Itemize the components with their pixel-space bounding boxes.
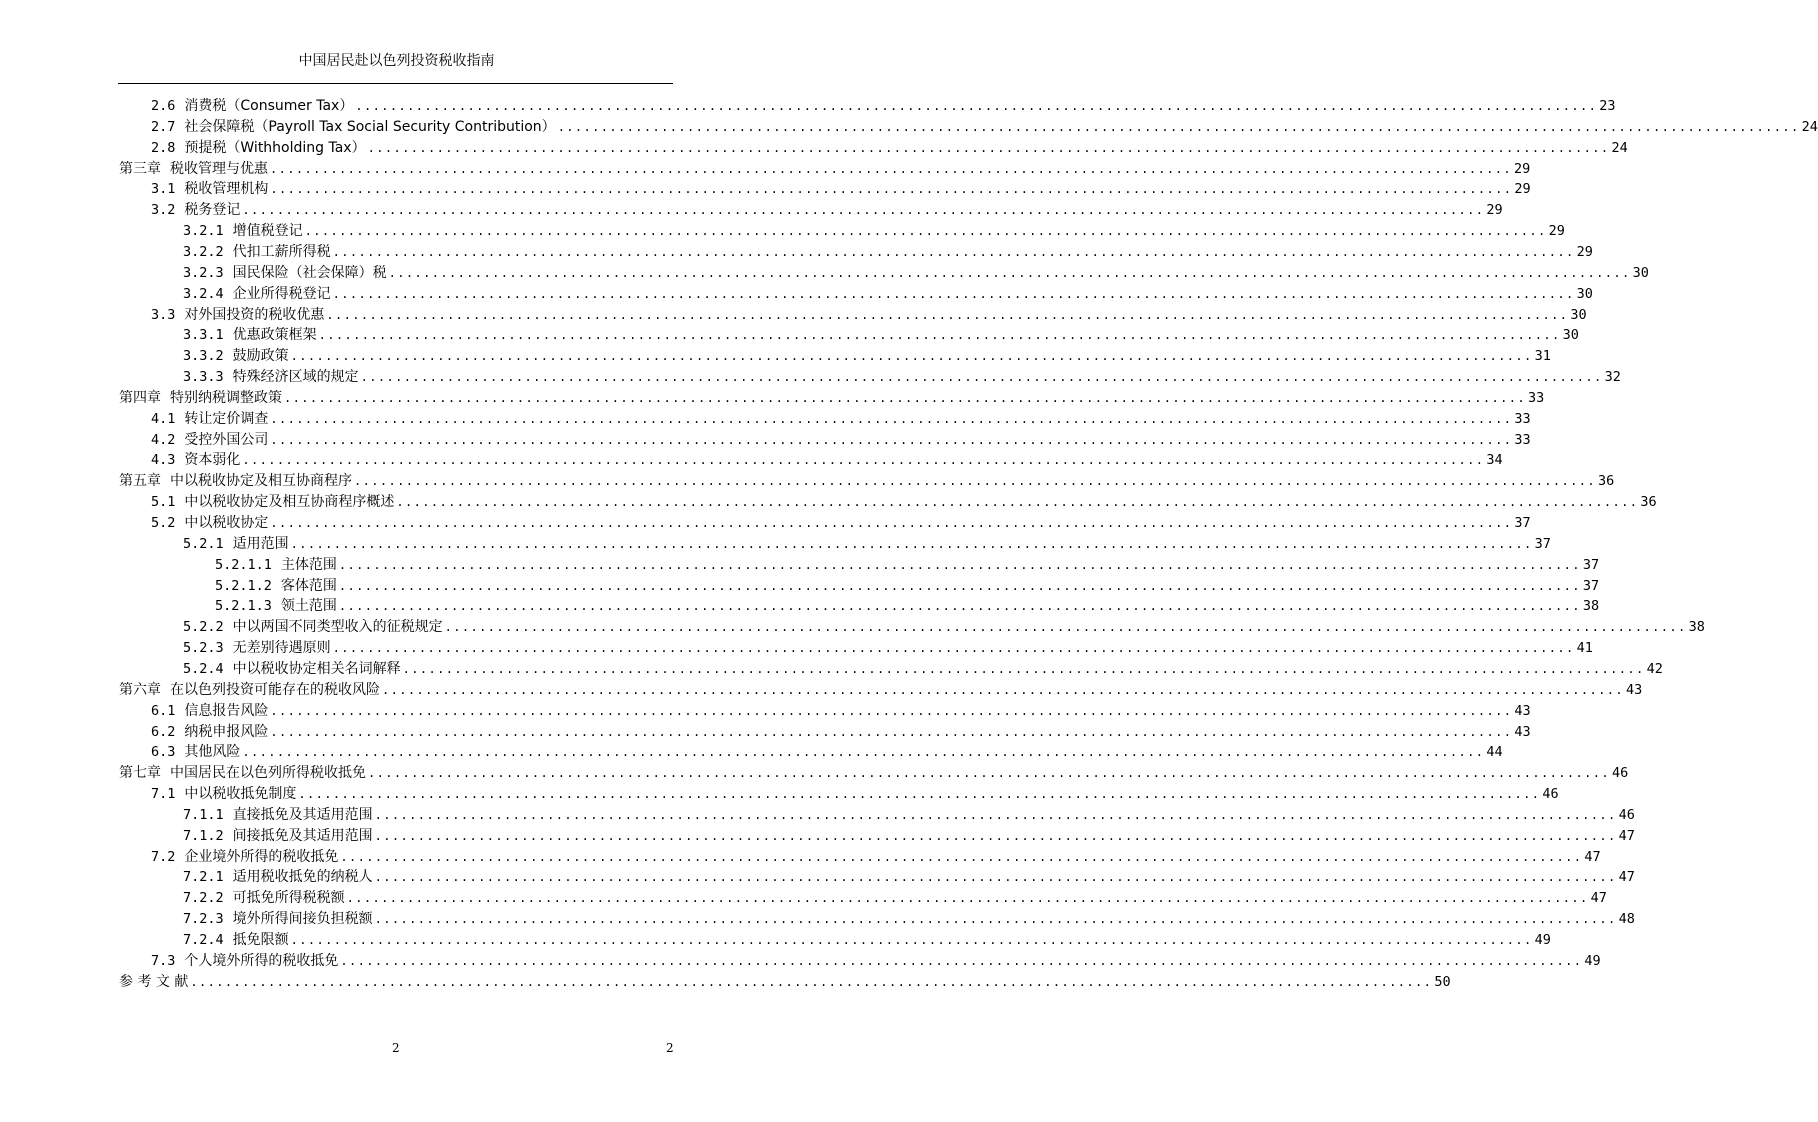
toc-entry[interactable] — [151, 513, 1531, 533]
toc-entry[interactable] — [151, 430, 1531, 450]
toc-dot-leader: ................................................................................................................................................ — [298, 787, 1541, 802]
toc-dot-leader: ................................................................................................................................................ — [338, 599, 1581, 614]
toc-entry-title: 增值税登记 — [232, 223, 303, 240]
toc-entry-number: 5.2.2 — [183, 619, 224, 636]
toc-entry-number: 3.2.1 — [183, 223, 224, 240]
toc-dot-leader: ................................................................................................................................................ — [360, 370, 1603, 385]
toc-entry-page: 37 — [1534, 535, 1551, 552]
toc-dot-leader: ................................................................................................................................................ — [270, 161, 1512, 176]
toc-dot-leader: ................................................................................................................................................ — [332, 641, 1575, 656]
toc-entry-title: 参 考 文 献 — [119, 973, 189, 990]
toc-entry[interactable] — [119, 972, 1451, 992]
toc-dot-leader: ................................................................................................................................................ — [242, 745, 1485, 760]
toc-entry[interactable] — [183, 805, 1635, 825]
toc-dot-leader: ................................................................................................................................................ — [326, 307, 1569, 322]
toc-dot-leader: ................................................................................................................................................ — [242, 203, 1485, 218]
toc-entry[interactable] — [215, 576, 1600, 596]
toc-entry-page: 46 — [1542, 786, 1559, 803]
toc-entry[interactable] — [183, 888, 1607, 908]
toc-entry[interactable] — [119, 388, 1545, 408]
toc-entry-title: 鼓励政策 — [232, 348, 289, 365]
toc-dot-leader: ................................................................................................................................................ — [382, 682, 1624, 697]
toc-dot-leader: ................................................................................................................................................ — [340, 849, 1583, 864]
toc-entry-number: 6.1 — [151, 702, 176, 719]
toc-entry[interactable] — [183, 617, 1705, 637]
toc-entry-title: 信息报告风险 — [184, 702, 269, 719]
toc-entry-page: 29 — [1548, 223, 1565, 240]
toc-dot-leader: ................................................................................................................................................ — [368, 766, 1610, 781]
toc-entry[interactable] — [119, 680, 1643, 700]
toc-entry-number: 3.2.2 — [183, 243, 224, 260]
toc-entry-number: 4.1 — [151, 410, 176, 427]
toc-entry-title: 其他风险 — [184, 744, 241, 761]
toc-dot-leader: ................................................................................................................................................ — [332, 286, 1575, 301]
toc-entry-page: 33 — [1514, 431, 1531, 448]
toc-dot-leader: ................................................................................................................................................ — [557, 119, 1800, 134]
toc-dot-leader: ................................................................................................................................................ — [374, 912, 1617, 927]
toc-entry-page: 42 — [1646, 660, 1663, 677]
toc-dot-leader: ................................................................................................................................................ — [402, 661, 1645, 676]
toc-dot-leader: ................................................................................................................................................ — [332, 244, 1575, 259]
toc-entry-page: 38 — [1582, 598, 1600, 615]
toc-entry-number: 3.2.4 — [183, 285, 224, 302]
toc-entry[interactable] — [183, 263, 1649, 283]
toc-entry[interactable] — [151, 450, 1503, 470]
running-header-title: 中国居民赴以色列投资税收指南 — [298, 53, 495, 69]
toc-entry-number: 5.2.1.2 — [215, 577, 272, 594]
toc-entry[interactable] — [151, 409, 1531, 429]
toc-entry-number: 3.1 — [151, 181, 176, 198]
toc-entry-page: 47 — [1590, 890, 1607, 907]
toc-entry[interactable] — [119, 471, 1615, 491]
toc-entry[interactable] — [151, 742, 1503, 762]
toc-entry-page: 24 — [1611, 139, 1628, 156]
header-divider — [118, 83, 673, 84]
toc-entry-number: 5.2 — [151, 515, 176, 531]
toc-entry-page: 23 — [1599, 98, 1616, 114]
toc-entry-title: 可抵免所得税税额 — [232, 890, 345, 907]
toc-entry[interactable] — [183, 534, 1551, 554]
toc-entry-title: 受控外国公司 — [184, 431, 269, 448]
toc-entry[interactable] — [151, 784, 1559, 804]
toc-entry-page: 47 — [1618, 869, 1635, 886]
toc-dot-leader: ................................................................................................................................................ — [346, 891, 1589, 906]
toc-entry-title: 中以税收协定相关名词解释 — [232, 660, 401, 677]
toc-entry-number: 7.2.2 — [183, 890, 224, 907]
toc-entry-page: 33 — [1527, 389, 1545, 406]
toc-entry[interactable] — [183, 930, 1551, 950]
toc-entry-title: 中以税收协定及相互协商程序概述 — [184, 494, 395, 511]
toc-entry-title: 中以税收抵免制度 — [184, 786, 297, 803]
toc-entry-page: 30 — [1576, 285, 1593, 302]
toc-entry-page: 31 — [1534, 348, 1551, 365]
toc-dot-leader: ................................................................................................................................................ — [290, 933, 1533, 947]
toc-entry-page: 32 — [1604, 369, 1621, 386]
toc-entry-number: 7.2.4 — [183, 932, 224, 948]
toc-entry-title: 无差别待遇原则 — [232, 640, 331, 657]
toc-dot-leader: ................................................................................................................................................ — [354, 474, 1596, 489]
toc-dot-leader: ................................................................................................................................................ — [367, 140, 1610, 155]
toc-entry-title: 适用税收抵免的纳税人 — [232, 869, 373, 886]
toc-entry[interactable] — [151, 179, 1531, 199]
toc-entry[interactable] — [183, 909, 1635, 929]
toc-dot-leader: ................................................................................................................................................ — [444, 620, 1687, 635]
toc-entry-number: 第七章 — [119, 765, 161, 782]
toc-entry[interactable] — [151, 96, 1616, 116]
toc-entry-title: 间接抵免及其适用范围 — [232, 827, 373, 844]
toc-entry-title: 资本弱化 — [184, 452, 241, 469]
toc-entry-page: 29 — [1576, 243, 1593, 260]
toc-dot-leader: ................................................................................................................................................ — [270, 516, 1513, 530]
toc-dot-leader: ................................................................................................................................................ — [374, 828, 1617, 843]
toc-entry-title: 在以色列投资可能存在的税收风险 — [170, 681, 380, 698]
toc-entry-page: 50 — [1434, 973, 1451, 990]
toc-entry[interactable] — [183, 367, 1621, 387]
toc-entry[interactable] — [151, 701, 1531, 721]
toc-dot-leader: ................................................................................................................................................ — [338, 578, 1581, 593]
toc-entry-page: 29 — [1514, 181, 1531, 198]
toc-entry-page: 49 — [1584, 952, 1601, 969]
toc-entry-number: 6.3 — [151, 744, 176, 761]
toc-entry-title: 中以税收协定及相互协商程序 — [170, 473, 352, 490]
toc-entry-number: 3.2 — [151, 202, 176, 219]
toc-entry-number: 5.2.4 — [183, 660, 224, 677]
toc-entry[interactable] — [119, 763, 1629, 783]
toc-entry[interactable] — [151, 847, 1601, 867]
toc-entry[interactable] — [151, 722, 1531, 742]
toc-entry-page: 46 — [1618, 806, 1635, 823]
toc-entry[interactable] — [183, 638, 1593, 658]
toc-dot-leader: ................................................................................................................................................ — [270, 411, 1513, 426]
toc-entry-number: 7.2.1 — [183, 869, 224, 886]
toc-entry-title: 代扣工薪所得税 — [232, 243, 331, 260]
toc-entry-title: 中以税收协定 — [184, 515, 269, 531]
toc-entry-title: 对外国投资的税收优惠 — [184, 306, 325, 323]
toc-entry-title: 境外所得间接负担税额 — [232, 911, 373, 928]
toc-entry[interactable] — [151, 492, 1657, 512]
toc-entry-title: 社会保障税（Payroll Tax Social Security Contribution） — [184, 118, 556, 135]
toc-entry-number: 7.3 — [151, 952, 176, 969]
toc-entry[interactable] — [215, 555, 1600, 575]
toc-entry-page: 47 — [1584, 848, 1601, 865]
footer-page-number-right: 2 — [666, 1041, 674, 1055]
toc-entry-page: 30 — [1570, 306, 1587, 323]
toc-entry-page: 43 — [1625, 681, 1643, 698]
toc-entry-number: 5.2.1.1 — [215, 556, 272, 573]
toc-dot-leader: ................................................................................................................................................ — [270, 703, 1513, 718]
toc-entry-title: 适用范围 — [232, 535, 289, 552]
toc-dot-leader: ................................................................................................................................................ — [396, 495, 1639, 510]
toc-dot-leader: ................................................................................................................................................ — [340, 953, 1583, 968]
toc-entry-number: 7.1.1 — [183, 806, 224, 823]
toc-dot-leader: ................................................................................................................................................ — [318, 328, 1561, 343]
toc-dot-leader: ................................................................................................................................................ — [290, 349, 1533, 364]
toc-entry[interactable] — [119, 159, 1531, 179]
toc-entry-title: 中以两国不同类型收入的征税规定 — [232, 619, 443, 636]
toc-entry[interactable] — [151, 117, 1818, 137]
toc-entry-title: 主体范围 — [280, 556, 337, 573]
toc-entry-number: 第三章 — [119, 160, 161, 177]
toc-dot-leader: ................................................................................................................................................ — [270, 432, 1513, 447]
toc-dot-leader: ................................................................................................................................................ — [270, 182, 1513, 197]
toc-entry-title: 企业所得税登记 — [232, 285, 331, 302]
toc-dot-leader: ................................................................................................................................................ — [355, 99, 1598, 113]
toc-entry-number: 4.2 — [151, 431, 176, 448]
toc-entry-number: 3.3 — [151, 306, 176, 323]
toc-entry-number: 6.2 — [151, 723, 176, 740]
toc-entry-title: 领土范围 — [280, 598, 337, 615]
toc-entry-page: 33 — [1514, 410, 1531, 427]
toc-entry-number: 7.1 — [151, 786, 176, 803]
toc-entry-title: 国民保险（社会保障）税 — [232, 264, 387, 281]
footer-page-number-center: 2 — [392, 1041, 400, 1055]
toc-entry-title: 税收管理机构 — [184, 181, 269, 198]
toc-entry-title: 税务登记 — [184, 202, 241, 219]
toc-entry-title: 特殊经济区域的规定 — [232, 369, 359, 386]
toc-entry-page: 46 — [1611, 765, 1629, 782]
toc-entry-page: 37 — [1514, 515, 1531, 531]
toc-dot-leader: ................................................................................................................................................ — [374, 870, 1617, 885]
toc-entry-number: 3.3.3 — [183, 369, 224, 386]
toc-entry-number: 3.3.2 — [183, 348, 224, 365]
toc-entry-page: 44 — [1486, 744, 1503, 761]
toc-entry-number: 第六章 — [119, 681, 161, 698]
toc-entry-number: 7.2 — [151, 848, 176, 865]
toc-dot-leader: ................................................................................................................................................ — [290, 536, 1533, 551]
toc-entry[interactable] — [183, 221, 1565, 241]
toc-entry-page: 34 — [1486, 452, 1503, 469]
toc-entry[interactable] — [151, 200, 1503, 220]
toc-entry[interactable] — [151, 951, 1601, 971]
toc-entry-title: 个人境外所得的税收抵免 — [184, 952, 339, 969]
toc-dot-leader: ................................................................................................................................................ — [304, 224, 1547, 239]
toc-entry-number: 2.6 — [151, 98, 176, 114]
toc-dot-leader: ................................................................................................................................................ — [338, 557, 1581, 572]
toc-entry-number: 5.2.3 — [183, 640, 224, 657]
toc-dot-leader: ................................................................................................................................................ — [190, 974, 1433, 989]
toc-entry-page: 24 — [1801, 118, 1818, 135]
toc-entry-title: 中国居民在以色列所得税收抵免 — [170, 765, 366, 782]
toc-entry-title: 优惠政策框架 — [232, 327, 317, 344]
toc-entry-title: 直接抵免及其适用范围 — [232, 806, 373, 823]
toc-entry-page: 38 — [1688, 619, 1705, 636]
toc-entry-number: 3.2.3 — [183, 264, 224, 281]
toc-entry-number: 4.3 — [151, 452, 176, 469]
toc-entry-number: 5.2.1 — [183, 535, 224, 552]
toc-entry-number: 5.1 — [151, 494, 176, 511]
toc-entry-title: 纳税申报风险 — [184, 723, 269, 740]
toc-dot-leader: ................................................................................................................................................ — [270, 724, 1513, 739]
toc-entry-title: 预提税（Withholding Tax） — [184, 139, 366, 156]
toc-entry[interactable] — [151, 138, 1628, 158]
toc-entry[interactable] — [151, 305, 1587, 325]
toc-entry-page: 48 — [1618, 911, 1635, 928]
toc-entry-title: 企业境外所得的税收抵免 — [184, 848, 339, 865]
toc-dot-leader: ................................................................................................................................................ — [242, 453, 1485, 468]
toc-entry-number: 2.8 — [151, 139, 176, 156]
toc-entry[interactable] — [215, 596, 1600, 616]
toc-entry[interactable] — [183, 242, 1593, 262]
toc-entry-title: 抵免限额 — [232, 932, 289, 948]
toc-entry-title: 客体范围 — [280, 577, 337, 594]
toc-entry[interactable] — [183, 284, 1593, 304]
toc-entry-page: 29 — [1486, 202, 1503, 219]
toc-entry-page: 41 — [1576, 640, 1593, 657]
toc-entry-page: 37 — [1582, 577, 1600, 594]
toc-entry-page: 43 — [1514, 702, 1531, 719]
toc-entry-title: 特别纳税调整政策 — [170, 389, 282, 406]
toc-entry-title: 税收管理与优惠 — [170, 160, 268, 177]
toc-entry-page: 30 — [1632, 264, 1649, 281]
toc-entry[interactable] — [183, 346, 1551, 366]
toc-dot-leader: ................................................................................................................................................ — [374, 807, 1617, 822]
toc-dot-leader: ................................................................................................................................................ — [284, 390, 1526, 405]
toc-entry-page: 30 — [1562, 327, 1579, 344]
toc-entry-number: 第四章 — [119, 389, 161, 406]
toc-entry-page: 29 — [1513, 160, 1531, 177]
toc-entry-page: 49 — [1534, 932, 1551, 948]
toc-entry-title: 转让定价调查 — [184, 410, 269, 427]
toc-entry-number: 7.2.3 — [183, 911, 224, 928]
toc-entry-number: 第五章 — [119, 473, 161, 490]
toc-entry-title: 消费税（Consumer Tax） — [184, 98, 354, 114]
toc-entry-number: 3.3.1 — [183, 327, 224, 344]
toc-entry-page: 37 — [1582, 556, 1600, 573]
toc-entry-page: 47 — [1618, 827, 1635, 844]
toc-entry[interactable] — [183, 659, 1663, 679]
toc-entry-page: 36 — [1640, 494, 1657, 511]
toc-entry-number: 2.7 — [151, 118, 176, 135]
toc-dot-leader: ................................................................................................................................................ — [388, 265, 1631, 280]
toc-entry-page: 43 — [1514, 723, 1531, 740]
toc-entry[interactable] — [183, 826, 1635, 846]
toc-entry-number: 5.2.1.3 — [215, 598, 272, 615]
toc-entry[interactable] — [183, 325, 1579, 345]
toc-entry[interactable] — [183, 867, 1635, 887]
toc-entry-page: 36 — [1597, 473, 1615, 490]
toc-entry-number: 7.1.2 — [183, 827, 224, 844]
